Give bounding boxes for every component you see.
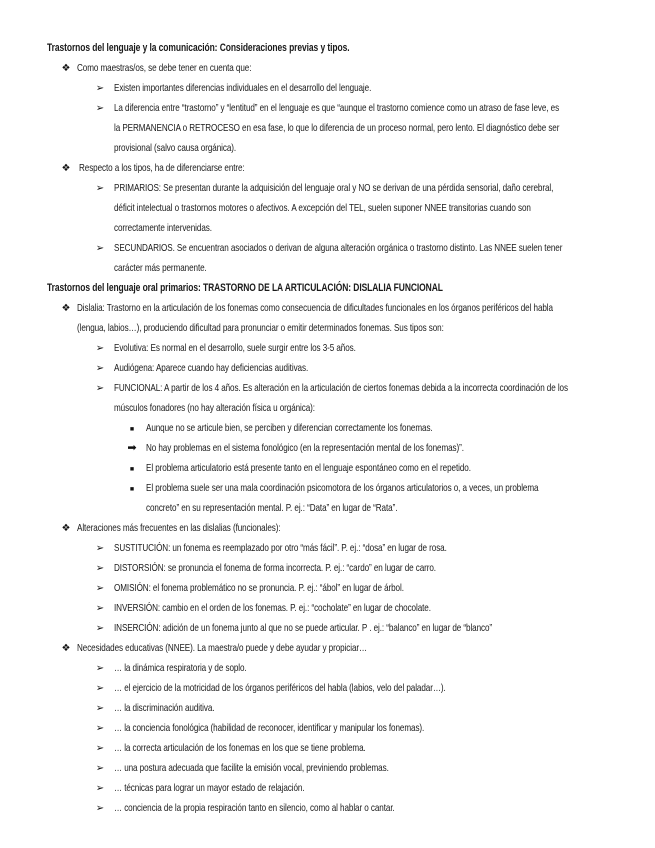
list-item: … la dinámica respiratoria y de soplo. — [114, 663, 247, 674]
list-item-continuation: correctamente intervenidas. — [114, 223, 212, 234]
arrowhead-bullet-icon: ➢ — [95, 243, 105, 254]
list-item-continuation: carácter más permanente. — [114, 263, 207, 274]
arrowhead-bullet-icon: ➢ — [95, 663, 105, 674]
list-item: INSERCIÓN: adición de un fonema junto al que no se puede articular. P . ej.: “balanco” en lugar de “blanco” — [114, 623, 493, 634]
list-item: Evolutiva: Es normal en el desarrollo, suele surgir entre los 3-5 años. — [114, 343, 356, 354]
list-item-continuation: músculos fonadores (no hay alteración física u orgánica): — [114, 403, 315, 414]
list-item: SUSTITUCIÓN: un fonema es reemplazado por otro “más fácil”. P. ej.: “dosa” en lugar de rosa. — [114, 543, 447, 554]
diamond-bullet-icon: ❖ — [61, 643, 71, 654]
list-item: … la correcta articulación de los fonemas en los que se tiene problema. — [114, 743, 366, 754]
arrowhead-bullet-icon: ➢ — [95, 703, 105, 714]
sub-list-item: Aunque no se articule bien, se perciben y diferencian correctamente los fonemas. — [146, 423, 433, 434]
list-item-continuation: provisional (salvo causa orgánica). — [114, 143, 237, 154]
arrowhead-bullet-icon: ➢ — [95, 543, 105, 554]
intro-text: Alteraciones más frecuentes en las dislalias (funcionales): — [77, 523, 281, 534]
diamond-bullet-icon: ❖ — [61, 523, 71, 534]
arrowhead-bullet-icon: ➢ — [95, 723, 105, 734]
list-item: La diferencia entre “trastorno” y “lentitud” en el lenguaje es que “aunque el trastorno comience como un atraso de fase leve, es — [114, 103, 560, 114]
sub-list-item: El problema articulatorio está presente tanto en el lenguaje espontáneo como en el repetido. — [146, 463, 471, 474]
arrowhead-bullet-icon: ➢ — [95, 783, 105, 794]
arrow-bullet-icon: ➡ — [127, 442, 137, 454]
arrowhead-bullet-icon: ➢ — [95, 603, 105, 614]
section-heading-1: Trastornos del lenguaje y la comunicación: Consideraciones previas y tipos. — [47, 42, 350, 54]
square-bullet-icon: ■ — [129, 426, 135, 433]
sub-list-item-continuation: concreto” en su representación mental. P. ej.: “Data” en lugar de “Rata”. — [146, 503, 398, 514]
arrowhead-bullet-icon: ➢ — [95, 803, 105, 814]
intro-text: Necesidades educativas (NNEE). La maestra/o puede y debe ayudar y propiciar… — [77, 643, 368, 654]
arrowhead-bullet-icon: ➢ — [95, 583, 105, 594]
section-heading-2: Trastornos del lenguaje oral primarios: TRASTORNO DE LA ARTICULACIÓN: DISLALIA FUNCIONAL — [47, 282, 443, 294]
arrowhead-bullet-icon: ➢ — [95, 103, 105, 114]
list-item: PRIMARIOS: Se presentan durante la adquisición del lenguaje oral y NO se derivan de una pérdida sensorial, daño cerebral, — [114, 183, 554, 194]
intro-text: Respecto a los tipos, ha de diferenciarse entre: — [79, 163, 245, 174]
arrowhead-bullet-icon: ➢ — [95, 183, 105, 194]
list-item: … la conciencia fonológica (habilidad de reconocer, identificar y manipular los fonemas). — [114, 723, 425, 734]
list-item: … técnicas para lograr un mayor estado de relajación. — [114, 783, 305, 794]
list-item: SECUNDARIOS. Se encuentran asociados o derivan de alguna alteración orgánica o trastorno distinto. Las NNEE suelen tener — [114, 243, 563, 254]
list-item: … conciencia de la propia respiración tanto en silencio, como al hablar o cantar. — [114, 803, 395, 814]
diamond-bullet-icon: ❖ — [61, 163, 71, 174]
list-item: … el ejercicio de la motricidad de los órganos periféricos del habla (labios, velo del paladar…). — [114, 683, 446, 694]
square-bullet-icon: ■ — [129, 466, 135, 473]
sub-list-item: No hay problemas en el sistema fonológico (en la representación mental de los fonemas)”. — [146, 443, 464, 454]
list-item: INVERSIÓN: cambio en el orden de los fonemas. P. ej.: “cocholate” en lugar de chocolate. — [114, 603, 431, 614]
list-item-continuation: la PERMANENCIA o RETROCESO en esa fase, lo que lo diferencia de un proceso normal, pero lento. El diagnóstico debe ser — [114, 123, 560, 134]
list-item: Audiógena: Aparece cuando hay deficiencias auditivas. — [114, 363, 309, 374]
sub-list-item: El problema suele ser una mala coordinación psicomotora de los órganos articulatorios o, a veces, un problema — [146, 483, 539, 494]
definition-text-continuation: (lengua, labios…), produciendo dificultad para pronunciar o emitir determinados fonemas. Sus tipos son: — [77, 323, 444, 334]
arrowhead-bullet-icon: ➢ — [95, 83, 105, 94]
intro-text: Como maestras/os, se debe tener en cuenta que: — [77, 63, 252, 74]
arrowhead-bullet-icon: ➢ — [95, 683, 105, 694]
diamond-bullet-icon: ❖ — [61, 303, 71, 314]
list-item-continuation: déficit intelectual o trastornos motores o afectivos. A excepción del TEL, suelen suponer NNEE transitorias cuando son — [114, 203, 531, 214]
list-item: DISTORSIÓN: se pronuncia el fonema de forma incorrecta. P. ej.: “cardo” en lugar de carro. — [114, 563, 436, 574]
square-bullet-icon: ■ — [129, 486, 135, 493]
arrowhead-bullet-icon: ➢ — [95, 623, 105, 634]
list-item: FUNCIONAL: A partir de los 4 años. Es alteración en la articulación de ciertos fonemas debida a la incorrecta coordinación de los — [114, 383, 568, 394]
definition-text: Dislalia: Trastorno en la articulación de los fonemas como consecuencia de dificultades funcionales en los órganos periféricos del habla — [77, 303, 553, 314]
arrowhead-bullet-icon: ➢ — [95, 383, 105, 394]
list-item: … la discriminación auditiva. — [114, 703, 215, 714]
arrowhead-bullet-icon: ➢ — [95, 763, 105, 774]
arrowhead-bullet-icon: ➢ — [95, 743, 105, 754]
arrowhead-bullet-icon: ➢ — [95, 343, 105, 354]
list-item: Existen importantes diferencias individuales en el desarrollo del lenguaje. — [114, 83, 372, 94]
list-item: OMISIÓN: el fonema problemático no se pronuncia. P. ej.: “ábol” en lugar de árbol. — [114, 583, 404, 594]
arrowhead-bullet-icon: ➢ — [95, 563, 105, 574]
diamond-bullet-icon: ❖ — [61, 63, 71, 74]
list-item: … una postura adecuada que facilite la emisión vocal, previniendo problemas. — [114, 763, 389, 774]
arrowhead-bullet-icon: ➢ — [95, 363, 105, 374]
